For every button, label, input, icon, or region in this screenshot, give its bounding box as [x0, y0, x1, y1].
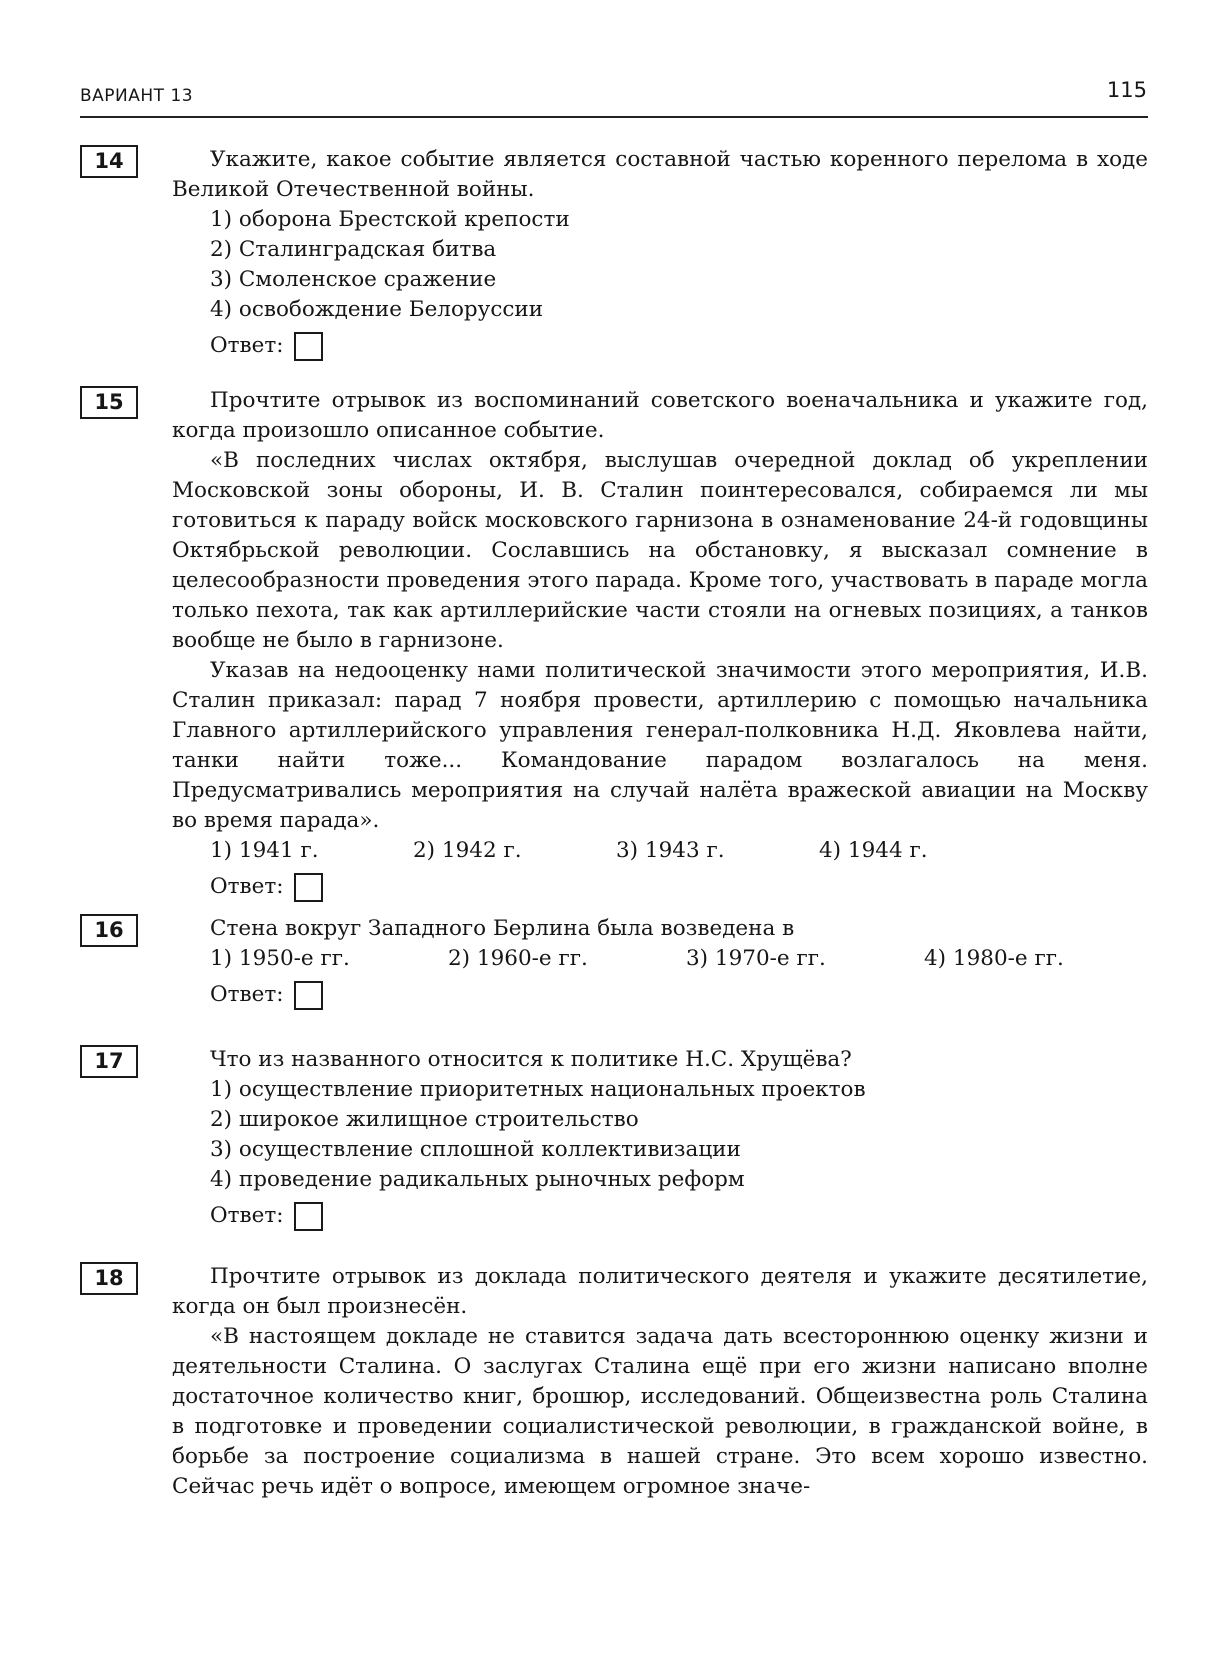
- answer-box[interactable]: [294, 873, 323, 902]
- answer-option: 2) 1960-е гг.: [448, 946, 588, 971]
- task-question: Укажите, какое событие является составной частью коренного перелома в ходе Великой Отечественной войны.: [172, 147, 1148, 202]
- answer-label: Ответ:: [210, 874, 284, 899]
- answer-label: Ответ:: [210, 1203, 284, 1228]
- answer-option: 1) осуществление приоритетных национальных проектов: [210, 1077, 866, 1102]
- task-excerpt: «В настоящем докладе не ставится задача дать всестороннюю оценку жизни и деятельности Сталина. О заслугах Сталина ещё при его жизни написано вполне достаточное количество книг, брошюр, исследований. Общеизвестна роль Сталина в подготовке и проведении социалистической революции, в гражданской войне, в борьбе за построение социализма в нашей стране. Это всем хорошо известно. Сейчас речь идёт о вопросе, имеющем огромное значе-: [172, 1324, 1148, 1499]
- task-number: 14: [80, 145, 138, 178]
- answer-option: 1) оборона Брестской крепости: [210, 207, 570, 232]
- answer-row: [210, 329, 1148, 363]
- task-question: Прочтите отрывок из воспоминаний советского военачальника и укажите год, когда произошло описанное событие.: [172, 388, 1148, 443]
- task-number: 17: [80, 1045, 138, 1078]
- task-question: Стена вокруг Западного Берлина была возведена в: [210, 916, 795, 941]
- answer-box[interactable]: [294, 332, 323, 361]
- page-header: [80, 78, 1147, 114]
- answer-row: [210, 870, 1148, 904]
- task-excerpt: «В последних числах октября, выслушав очередной доклад об укреплении Московской зоны обороны, И. В. Сталин поинтересовался, собираемся ли мы готовиться к параду войск московского гарнизона в ознаменование 24-й годовщины Октябрьской революции. Сославшись на обстановку, я высказал сомнение в целесообразности проведения этого парада. Кроме того, участвовать в параде могла только пехота, так как артиллерийские части стояли на огневых позициях, а танков вообще не было в гарнизоне.: [172, 448, 1148, 653]
- answer-option: 4) 1944 г.: [819, 838, 928, 863]
- answer-box[interactable]: [294, 1202, 323, 1231]
- task-number: 16: [80, 914, 138, 947]
- answer-option: 1) 1941 г.: [210, 838, 319, 863]
- task-excerpt: Указав на недооценку нами политической значимости этого мероприятия, И.В. Сталин приказал: парад 7 ноября провести, артиллерию с помощью начальника Главного артиллерийского управления генерал-полковника Н.Д. Яковлева найти, танки найти тоже... Командование парадом возлагалось на меня. Предусматривались мероприятия на случай налёта вражеской авиации на Москву во время парада».: [172, 658, 1148, 833]
- page-number: 115: [1106, 78, 1147, 102]
- answer-option: 1) 1950-е гг.: [210, 946, 350, 971]
- answer-label: Ответ:: [210, 982, 284, 1007]
- answer-options: [210, 944, 1148, 974]
- task-body: [172, 1262, 1148, 1502]
- answer-label: Ответ:: [210, 333, 284, 358]
- task-number: 15: [80, 386, 138, 419]
- answer-option: 3) Смоленское сражение: [210, 267, 497, 292]
- task-question: Прочтите отрывок из доклада политического деятеля и укажите десятилетие, когда он был произнесён.: [172, 1264, 1148, 1319]
- answer-option: 4) 1980-е гг.: [924, 946, 1064, 971]
- variant-label: ВАРИАНТ 13: [80, 86, 194, 106]
- answer-option: 3) 1970-е гг.: [686, 946, 826, 971]
- answer-option: 2) Сталинградская битва: [210, 237, 497, 262]
- answer-option: 3) осуществление сплошной коллективизации: [210, 1137, 741, 1162]
- task-body: [172, 914, 1148, 1012]
- answer-option: 4) проведение радикальных рыночных реформ: [210, 1167, 745, 1192]
- header-divider: [80, 116, 1148, 118]
- task-question: Что из названного относится к политике Н.С. Хрущёва?: [210, 1047, 852, 1072]
- answer-option: 2) широкое жилищное строительство: [210, 1107, 639, 1132]
- answer-row: [210, 978, 1148, 1012]
- answer-option: 2) 1942 г.: [413, 838, 522, 863]
- task-body: [172, 386, 1148, 904]
- answer-option: 3) 1943 г.: [616, 838, 725, 863]
- answer-option: 4) освобождение Белоруссии: [210, 297, 544, 322]
- task-number: 18: [80, 1262, 138, 1295]
- answer-options: [210, 836, 1148, 866]
- task-body: [172, 145, 1148, 363]
- answer-box[interactable]: [294, 981, 323, 1010]
- task-body: [172, 1045, 1148, 1233]
- answer-row: [210, 1199, 1148, 1233]
